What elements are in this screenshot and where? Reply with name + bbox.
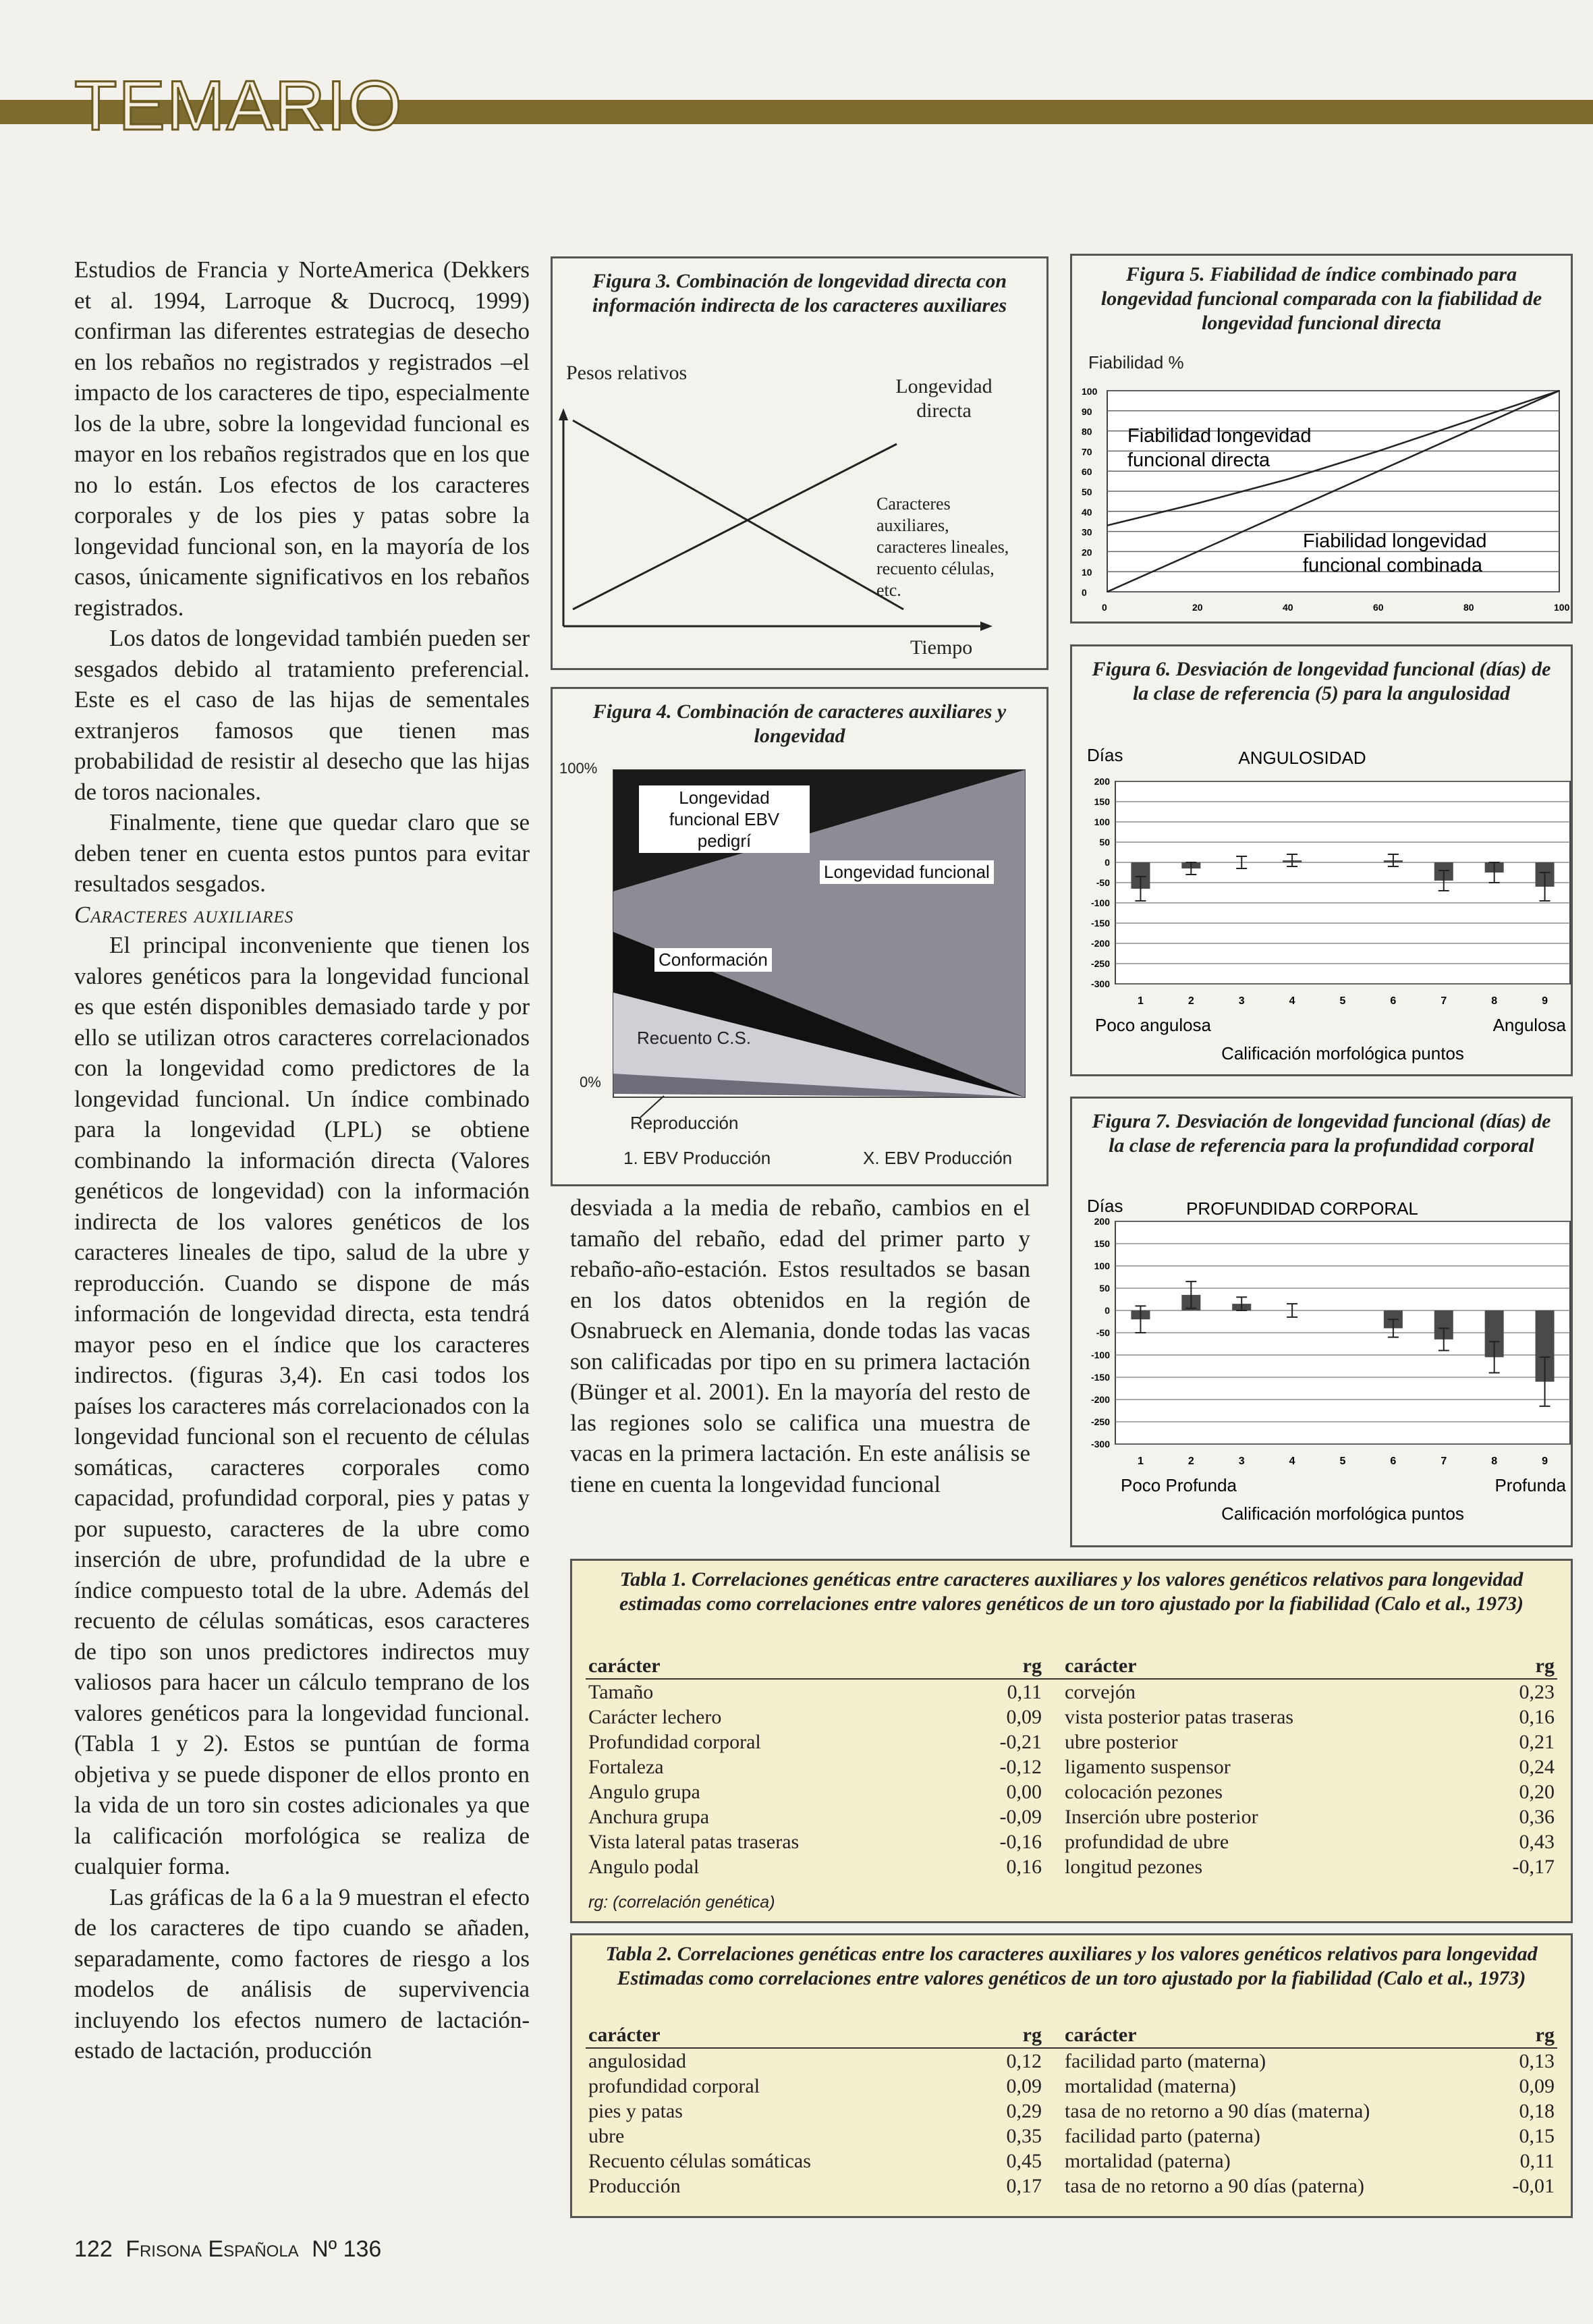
y-top-label: 100% <box>559 760 598 777</box>
y-tick-label: 40 <box>1082 506 1092 518</box>
cell-character: Recuento células somáticas <box>588 2150 811 2172</box>
y-tick-label: 60 <box>1082 466 1092 478</box>
cell-character: ligamento suspensor <box>1065 1756 1231 1778</box>
figure-3 <box>551 256 1049 670</box>
figure-6-chart <box>1072 646 1571 1074</box>
x-tick-label: 4 <box>1289 995 1295 1007</box>
table-1-footnote: rg: (correlación genética) <box>588 1893 775 1912</box>
table-header-row <box>586 1654 1557 1679</box>
table-row <box>586 1705 1557 1730</box>
table-2 <box>570 1933 1573 2218</box>
cell-rg: 0,20 <box>1519 1781 1555 1803</box>
table-1 <box>570 1559 1573 1923</box>
chart-xlabel: Calificación morfológica puntos <box>1221 1043 1464 1063</box>
x-tick-label: 8 <box>1491 995 1498 1007</box>
x-tick-label: 1 <box>1137 1456 1144 1467</box>
table-2-title: Tabla 2. Correlaciones genéticas entre los caracteres auxiliares y los valores genéticos relativos para longevidad Estimadas como correlaciones entre valores genéticos de un toro ajustado por la fiabilidad (Calo et al., 1973) <box>605 1943 1538 1989</box>
figure-7-chart <box>1072 1099 1571 1545</box>
y-tick-label: -100 <box>1090 897 1110 908</box>
col-header: carácter <box>586 1654 963 1679</box>
x-tick-label: 80 <box>1463 602 1474 613</box>
y-tick-label: 30 <box>1082 526 1092 538</box>
cell-character: Fortaleza <box>588 1756 664 1778</box>
table-row <box>586 1854 1557 1879</box>
y-tick-label: -200 <box>1090 938 1110 949</box>
x-tick-label: 0 <box>1102 602 1107 613</box>
y-tick-label: -300 <box>1090 978 1110 989</box>
x-tick-label: 5 <box>1339 1456 1346 1467</box>
x-tick-label: 6 <box>1390 1456 1397 1467</box>
cell-character: longitud pezones <box>1065 1856 1203 1878</box>
x-tick-label: 60 <box>1373 602 1384 613</box>
x-tick-label: 40 <box>1283 602 1293 613</box>
x-tick-label: 3 <box>1238 1456 1245 1467</box>
cell-rg: 0,11 <box>1007 1681 1042 1703</box>
y-tick-label: -250 <box>1090 958 1110 969</box>
table-row <box>586 1829 1557 1854</box>
y-tick-label: -250 <box>1090 1416 1110 1427</box>
cell-rg: 0,15 <box>1519 2125 1555 2147</box>
cell-rg: 0,21 <box>1519 1731 1555 1753</box>
cell-character: profundidad de ubre <box>1065 1831 1229 1853</box>
cell-rg: -0,01 <box>1512 2175 1555 2197</box>
cell-rg: -0,16 <box>999 1831 1042 1853</box>
chart-ylabel: Días <box>1087 745 1123 765</box>
y-tick-label: 200 <box>1094 776 1110 787</box>
x-left-label: Poco angulosa <box>1095 1015 1212 1035</box>
figure-5 <box>1070 254 1573 624</box>
y-tick-label: 80 <box>1082 426 1092 437</box>
x-tick-label: 7 <box>1441 1456 1447 1467</box>
y-tick-label: -200 <box>1090 1394 1110 1405</box>
figure-3-line2-label: Caracteres auxiliares, caracteres lineales, recuento células, etc. <box>876 494 1009 600</box>
cell-rg: 0,16 <box>1519 1706 1555 1728</box>
band-pedigree-label: Longevidad funcional EBV pedigrí <box>639 785 810 853</box>
section-title: TEMARIO <box>74 67 403 145</box>
chart-xlabel: Calificación morfológica puntos <box>1221 1503 1464 1524</box>
page-number: 122 <box>74 2236 113 2262</box>
figure-3-xlabel: Tiempo <box>910 636 973 659</box>
cell-character: Vista lateral patas traseras <box>588 1831 800 1853</box>
section-heading: Caracteres auxiliares <box>74 901 294 928</box>
cell-rg: 0,17 <box>1006 2175 1042 2197</box>
figure-3-title: Figura 3. Combinación de longevidad directa con información indirecta de los caracteres auxiliares <box>592 270 1007 316</box>
y-axis-arrow <box>559 408 568 420</box>
cell-rg: 0,09 <box>1519 2075 1555 2097</box>
chart-subtitle: PROFUNDIDAD CORPORAL <box>1186 1198 1418 1219</box>
cell-rg: 0,09 <box>1006 2075 1042 2097</box>
x-right-label: X. EBV Producción <box>863 1148 1013 1168</box>
chart-subtitle: ANGULOSIDAD <box>1238 748 1366 768</box>
cell-rg: -0,09 <box>999 1806 1042 1828</box>
x-tick-label: 6 <box>1390 995 1397 1007</box>
x-tick-label: 3 <box>1238 995 1245 1007</box>
y-tick-label: 0 <box>1105 857 1110 868</box>
col-header: rg <box>963 2023 1044 2048</box>
magazine-name: Frisona Española <box>125 2236 299 2262</box>
band-scc-label: Recuento C.S. <box>637 1028 752 1048</box>
x-tick-label: 1 <box>1137 995 1144 1007</box>
paragraph: El principal inconveniente que tienen los valores genéticos para la longevidad funcional es que estén disponibles demasiado tarde y por ello se utilizan otros caracteres correlacionados con la longevidad como predictores de la longevidad funcional. Un índice combinado para la longevidad (LPL) se obtiene combinando la información directa (Valores genéticos de longevidad) con la información indirecta de los valores genéticos de los caracteres lineales de tipo, salud de la ubre y reproducción. Cuando se dispone de más información de longevidad directa, esta tendrá mayor peso en el índice que los caracteres indirectos. (figuras 3,4). En casi todos los países los caracteres más correlacionados con la longevidad funcional son el recuento de células somáticas, caracteres corporales como capacidad, profundidad corporal, pies y patas y por supuesto, caracteres de la ubre como inserción de ubre, profundidad de la ubre e índice compuesto total de la ubre. Además del recuento de células somáticas, esos caracteres de tipo son unos predictores indirectos muy valiosos para hacer un cálculo temprano de los valores genéticos para la longevidad funcional. (Tabla 1 y 2). Estos se puntúan de forma objetiva y se puede disponer de ellos pronto en la vida de un toro sin costes adicionales ya que la calificación morfológica se realiza de cualquier forma. <box>74 932 530 1879</box>
paragraph: desviada a la media de rebaño, cambios en el tamaño del rebaño, edad del primer parto y rebaño-año-estación. Estos resultados se basan en los datos obtenidos en la región de Osnabrueck en Alemania, donde todas las vacas son calificadas por tipo en su primera lactación (Bünger et al. 2001). En la mayoría del resto de las regiones solo se califica una muestra de vacas en la primera lactación. En este análisis se tiene en cuenta la longevidad funcional <box>570 1194 1030 1497</box>
cell-rg: 0,16 <box>1006 1856 1042 1878</box>
table-row <box>586 1804 1557 1829</box>
col-header: carácter <box>1044 1654 1463 1679</box>
x-tick-label: 4 <box>1289 1456 1295 1467</box>
table-row <box>586 2174 1557 2198</box>
cell-rg: 0,09 <box>1006 1706 1042 1728</box>
figure-7-title: Figura 7. Desviación de longevidad funcional (días) de la clase de referencia para la profundidad corporal <box>1092 1110 1551 1157</box>
cell-rg: 0,24 <box>1519 1756 1555 1778</box>
figure-3-ylabel: Pesos relativos <box>566 362 688 384</box>
y-tick-label: -150 <box>1090 1372 1110 1383</box>
y-tick-label: 70 <box>1082 446 1092 458</box>
figure-3-diagram <box>553 258 1046 668</box>
x-left-label: 1. EBV Producción <box>623 1148 771 1168</box>
paragraph: Estudios de Francia y NorteAmerica (Dekkers et al. 1994, Larroque & Ducrocq, 1999) confirman las diferentes estrategias de desecho en los rebaños no registrados y registrados –el impacto de los caracteres de tipo, especialmente los de la ubre, sobre la longevidad funcional es mayor en los rebaños registrados que en los que no lo están. Los efectos de los caracteres corporales y de los pies y patas sobre la longevidad funcional son, en la mayoría de los casos, únicamente significativos en los rebaños registrados. <box>74 256 530 621</box>
figure-5-title: Figura 5. Fiabilidad de índice combinado para longevidad funcional comparada con la fiabilidad de longevidad funcional directa <box>1100 263 1542 334</box>
y-tick-label: 50 <box>1099 837 1110 848</box>
figure-6-title: Figura 6. Desviación de longevidad funcional (días) de la clase de referencia (5) para la angulosidad <box>1092 658 1551 704</box>
cell-rg: -0,21 <box>999 1731 1042 1753</box>
cell-character: tasa de no retorno a 90 días (paterna) <box>1065 2175 1364 2197</box>
y-tick-label: 150 <box>1094 796 1110 807</box>
cell-rg: 0,00 <box>1006 1781 1042 1803</box>
y-tick-label: -50 <box>1096 1327 1110 1338</box>
cell-character: colocación pezones <box>1065 1781 1223 1803</box>
figure-5-chart <box>1072 256 1571 621</box>
cell-character: pies y patas <box>588 2100 683 2122</box>
x-tick-label: 8 <box>1491 1456 1498 1467</box>
y-tick-label: 100 <box>1094 1261 1110 1271</box>
x-tick-label: 100 <box>1554 602 1570 613</box>
cell-character: Carácter lechero <box>588 1706 722 1728</box>
cell-character: mortalidad (paterna) <box>1065 2150 1231 2172</box>
figure-4 <box>551 687 1049 1186</box>
y-tick-label: 100 <box>1082 386 1098 397</box>
series-1-label: Fiabilidad longevidad funcional directa <box>1127 425 1312 471</box>
table-row <box>586 2124 1557 2149</box>
x-tick-label: 9 <box>1542 995 1548 1007</box>
y-tick-label: -50 <box>1096 877 1110 888</box>
cell-character: facilidad parto (paterna) <box>1065 2125 1260 2147</box>
x-tick-label: 20 <box>1192 602 1203 613</box>
cell-character: Angulo podal <box>588 1856 700 1878</box>
x-axis-arrow <box>980 621 993 631</box>
y-tick-label: 200 <box>1094 1216 1110 1227</box>
cell-rg: 0,23 <box>1519 1681 1555 1703</box>
cell-rg: 0,11 <box>1519 2150 1555 2172</box>
y-bottom-label: 0% <box>580 1074 601 1090</box>
cell-character: Producción <box>588 2175 681 2197</box>
y-tick-label: 50 <box>1099 1283 1110 1294</box>
x-right-label: Profunda <box>1494 1475 1566 1495</box>
decreasing-line <box>573 420 903 609</box>
col-header: carácter <box>1044 2023 1463 2048</box>
middle-text <box>570 1192 1030 1499</box>
y-tick-label: -100 <box>1090 1350 1110 1360</box>
y-tick-label: 0 <box>1082 587 1087 598</box>
y-tick-label: 20 <box>1082 547 1092 558</box>
table-row <box>586 2149 1557 2174</box>
y-tick-label: 100 <box>1094 817 1110 827</box>
x-left-label: Poco Profunda <box>1121 1475 1237 1495</box>
figure-4-title: Figura 4. Combinación de caracteres auxiliares y longevidad <box>592 700 1007 747</box>
cell-character: Anchura grupa <box>588 1806 710 1828</box>
cell-rg: 0,18 <box>1519 2100 1555 2122</box>
paragraph: Los datos de longevidad también pueden ser sesgados debido al tratamiento preferencial. Este es el caso de las hijas de sementales extranjeros famosos que tienen mas probabilidad de resistir al desecho que las hijas de toros nacionales. <box>74 625 530 805</box>
y-tick-label: 150 <box>1094 1238 1110 1249</box>
cell-rg: 0,35 <box>1006 2125 1042 2147</box>
x-tick-label: 9 <box>1542 1456 1548 1467</box>
cell-rg: 0,13 <box>1519 2050 1555 2072</box>
col-header: rg <box>1463 2023 1557 2048</box>
x-tick-label: 2 <box>1187 1456 1194 1467</box>
chart-ylabel: Días <box>1087 1196 1123 1216</box>
series-2-label: Fiabilidad longevidad funcional combinada <box>1303 530 1487 576</box>
cell-character: profundidad corporal <box>588 2075 760 2097</box>
cell-character: ubre posterior <box>1065 1731 1178 1753</box>
cell-character: ubre <box>588 2125 625 2147</box>
cell-character: facilidad parto (materna) <box>1065 2050 1266 2072</box>
table-row <box>586 1730 1557 1754</box>
table-row <box>586 1754 1557 1779</box>
table-row <box>586 1679 1557 1705</box>
cell-character: mortalidad (materna) <box>1065 2075 1237 2097</box>
y-tick-label: 0 <box>1105 1305 1110 1316</box>
x-tick-label: 2 <box>1187 995 1194 1007</box>
cell-character: angulosidad <box>588 2050 686 2072</box>
cell-rg: -0,12 <box>999 1756 1042 1778</box>
table-row <box>586 2099 1557 2124</box>
y-tick-label: 10 <box>1082 567 1092 578</box>
y-tick-label: -150 <box>1090 918 1110 929</box>
figure-5-ylabel: Fiabilidad % <box>1088 352 1184 372</box>
table-row <box>586 2074 1557 2099</box>
cell-rg: 0,36 <box>1519 1806 1555 1828</box>
table-1-grid <box>586 1654 1557 1879</box>
cell-character: corvejón <box>1065 1681 1136 1703</box>
band-functional-label: Longevidad funcional <box>820 860 994 884</box>
table-header-row <box>586 2023 1557 2048</box>
band-conformation-label: Conformación <box>654 948 772 972</box>
cell-rg: 0,12 <box>1006 2050 1042 2072</box>
table-row <box>586 1779 1557 1804</box>
cell-rg: -0,17 <box>1512 1856 1555 1878</box>
col-header: carácter <box>586 2023 963 2048</box>
figure-3-line1-label: Longevidad directa <box>895 375 993 422</box>
figure-4-diagram <box>553 689 1046 1184</box>
cell-rg: 0,45 <box>1006 2150 1042 2172</box>
figure-6 <box>1070 644 1573 1076</box>
cell-character: Profundidad corporal <box>588 1731 761 1753</box>
y-tick-label: 50 <box>1082 487 1092 497</box>
cell-character: tasa de no retorno a 90 días (materna) <box>1065 2100 1370 2122</box>
page-footer <box>74 2236 381 2263</box>
y-tick-label: 90 <box>1082 406 1092 417</box>
cell-character: Inserción ubre posterior <box>1065 1806 1258 1828</box>
band-reproduction-label: Reproducción <box>630 1113 739 1133</box>
issue-number: Nº 136 <box>312 2236 382 2262</box>
cell-rg: 0,29 <box>1006 2100 1042 2122</box>
table-row <box>586 2048 1557 2074</box>
figure-7 <box>1070 1097 1573 1547</box>
x-tick-label: 5 <box>1339 995 1346 1007</box>
y-tick-label: -300 <box>1090 1439 1110 1449</box>
increasing-line <box>573 444 897 609</box>
paragraph: Las gráficas de la 6 a la 9 muestran el efecto de los caracteres de tipo cuando se añaden, separadamente, como factores de riesgo a los modelos de análisis de supervivencia incluyendo los efectos numero de lactación-estado de lactación, producción <box>74 1883 530 2064</box>
cell-character: Angulo grupa <box>588 1781 700 1803</box>
x-right-label: Angulosa <box>1492 1015 1566 1035</box>
cell-rg: 0,43 <box>1519 1831 1555 1853</box>
col-header: rg <box>963 1654 1044 1679</box>
x-tick-label: 7 <box>1441 995 1447 1007</box>
table-2-grid <box>586 2023 1557 2198</box>
cell-character: vista posterior patas traseras <box>1065 1706 1294 1728</box>
table-1-title: Tabla 1. Correlaciones genéticas entre caracteres auxiliares y los valores genéticos relativos para longevidad estimadas como correlaciones entre valores genéticos de un toro ajustado por la fiabilidad (Calo et al., 1973) <box>619 1568 1524 1615</box>
cell-character: Tamaño <box>588 1681 654 1703</box>
col-header: rg <box>1463 1654 1557 1679</box>
paragraph: Finalmente, tiene que quedar claro que se deben tener en cuenta estos puntos para evitar resultados sesgados. <box>74 809 530 897</box>
left-column <box>74 254 530 2066</box>
